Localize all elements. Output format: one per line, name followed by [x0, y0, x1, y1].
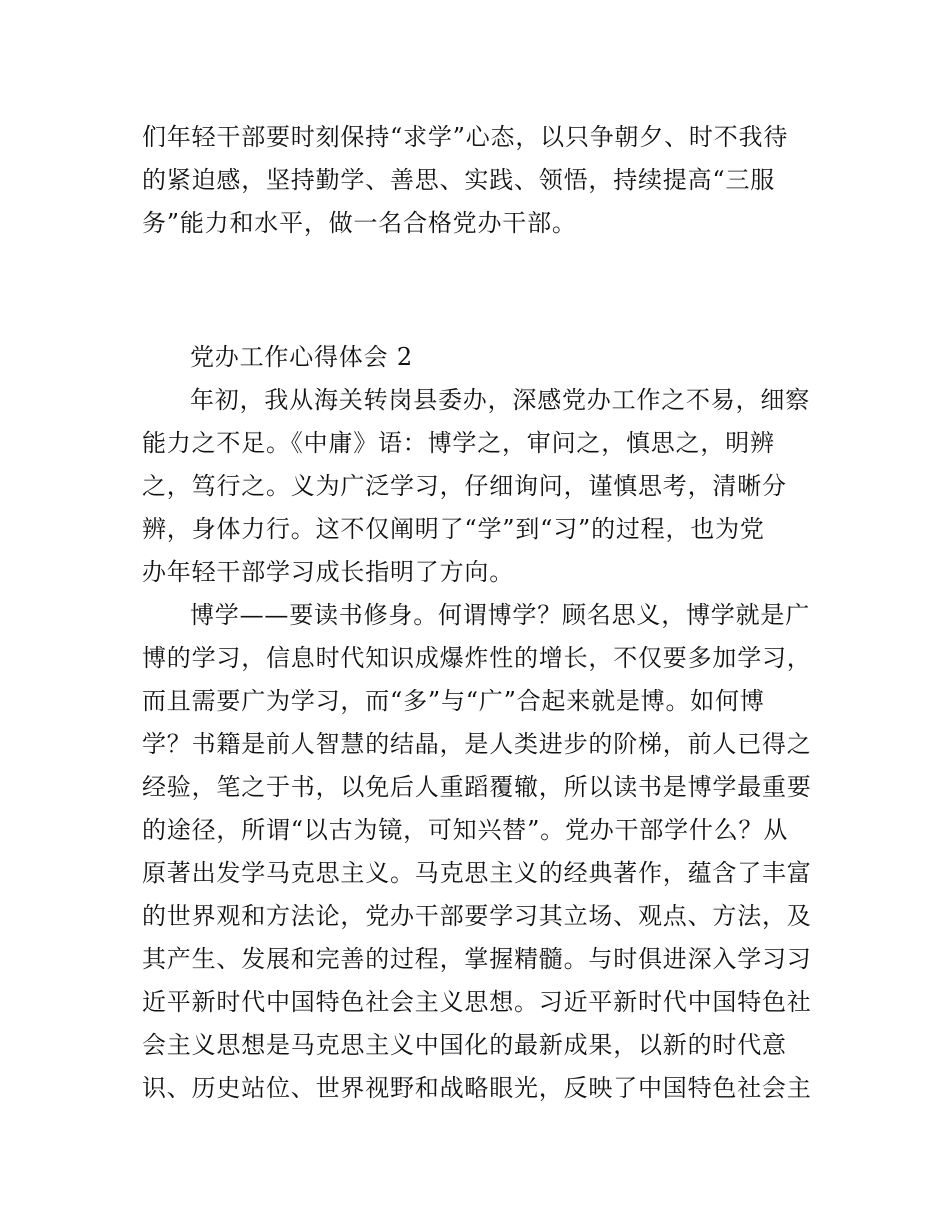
paragraph-first-line: 博学——要读书修身。何谓博学？顾名思义，博学就是广: [190, 601, 810, 629]
body-text-line: 们年轻干部要时刻保持“求学”心态，以只争朝夕、时不我待: [142, 123, 789, 151]
body-text-line: 务”能力和水平，做一名合格党办干部。: [142, 209, 577, 237]
body-text-line: 的途径，所谓“以古为镜，可知兴替”。党办干部学什么？从: [142, 816, 789, 844]
body-text-line: 其产生、发展和完善的过程，掌握精髓。与时俱进深入学习习: [142, 945, 812, 973]
body-text-line: 博的学习，信息时代知识成爆炸性的增长，不仅要多加学习，: [142, 644, 812, 672]
body-text-line: 原著出发学马克思主义。马克思主义的经典著作，蕴含了丰富: [142, 859, 812, 887]
body-text-line: 近平新时代中国特色社会主义思想。习近平新时代中国特色社: [142, 988, 812, 1016]
body-text-line: 能力之不足。《中庸》语：博学之，审问之，慎思之，明辨: [142, 429, 775, 457]
body-text-line: 办年轻干部学习成长指明了方向。: [142, 558, 514, 586]
body-text-line: 辨，身体力行。这不仅阐明了“学”到“习”的过程，也为党: [142, 515, 765, 543]
body-text-line: 而且需要广为学习，而“多”与“广”合起来就是博。如何博: [142, 687, 765, 715]
section-title: 党办工作心得体会 2: [190, 343, 413, 371]
body-text-line: 识、历史站位、世界视野和战略眼光，反映了中国特色社会主: [142, 1074, 812, 1102]
body-text-line: 的紧迫感，坚持勤学、善思、实践、领悟，持续提高“三服: [142, 166, 776, 194]
body-text-line: 会主义思想是马克思主义中国化的最新成果，以新的时代意: [142, 1031, 787, 1059]
body-text-line: 的世界观和方法论，党办干部要学习其立场、观点、方法，及: [142, 902, 812, 930]
paragraph-first-line: 年初，我从海关转岗县委办，深感党办工作之不易，细察: [190, 386, 810, 414]
body-text-line: 之，笃行之。义为广泛学习，仔细询问，谨慎思考，清晰分: [142, 472, 787, 500]
body-text-line: 经验，笔之于书，以免后人重蹈覆辙，所以读书是博学最重要: [142, 773, 812, 801]
body-text-line: 学？书籍是前人智慧的结晶，是人类进步的阶梯，前人已得之: [142, 730, 812, 758]
